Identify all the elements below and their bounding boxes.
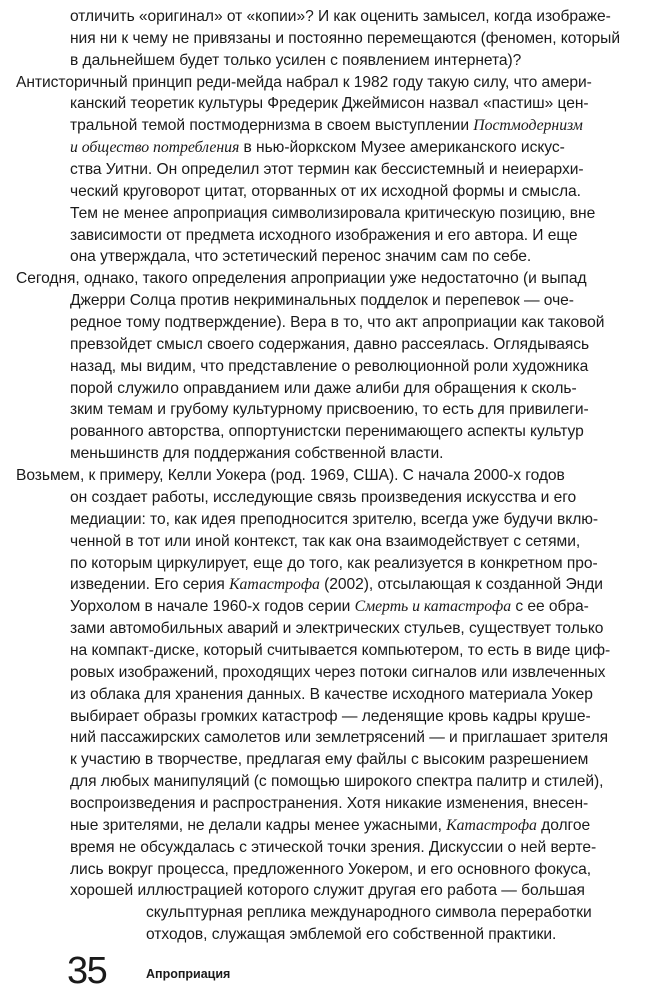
- text-line: на компакт-диске, который считывается компьютером, то есть в виде циф-: [70, 641, 611, 659]
- text-line: превзойдет смысл своего содержания, давно рассеялась. Оглядываясь: [70, 335, 590, 353]
- text-line: назад, мы видим, что представление о революционной роли художника: [70, 357, 589, 375]
- text-line: по которым циркулирует, еще до того, как реализуется в конкретном про-: [70, 554, 598, 572]
- text-fragment: , к примеру, Келли Уокера (род. 1969, США). С начала 2000-х годов: [79, 467, 565, 485]
- text-fragment: с ее обра-: [511, 598, 589, 616]
- paragraph-first-line: [16, 465, 565, 487]
- text-line: воспроизведения и распространения. Хотя никакие изменения, внесен-: [70, 794, 589, 812]
- text-fragment: изведении. Его серия: [70, 576, 230, 594]
- work-title: Катастрофа: [229, 576, 320, 594]
- running-title: Апроприация: [146, 967, 231, 981]
- text-line: рованного авторства, оппортунистски перенимающего аспекты культур: [70, 423, 584, 441]
- text-line: меньшинств для поддержания собственной власти.: [70, 445, 444, 463]
- text-line: к участию в творчестве, предлагая ему файлы с высоким разрешением: [70, 751, 589, 769]
- text-line: [70, 596, 589, 618]
- paragraph-lead-word: Возьмем: [16, 467, 80, 485]
- text-line: отходов, служащая эмблемой его собственной практики.: [146, 926, 557, 944]
- text-line: порой служило оправданием или даже алиби для обращения к сколь-: [70, 379, 577, 397]
- text-line: ния ни к чему не привязаны и постоянно перемещаются (феномен, который: [70, 29, 620, 47]
- text-fragment: , однако, такого определения апроприации уже недостаточно (и выпад: [75, 270, 587, 288]
- paragraph-lead-word: Антисторич: [16, 73, 100, 91]
- text-line: ний пассажирских самолетов или землетрясений — и приглашает зрителя: [70, 729, 609, 747]
- work-title: Постмодернизм: [473, 117, 583, 135]
- text-line: [70, 815, 590, 837]
- work-title: Катастрофа: [446, 816, 537, 834]
- work-title: и общество потребления: [70, 139, 240, 157]
- text-line: скульптурная реплика международного символа переработки: [146, 904, 592, 922]
- text-fragment: ный принцип реди-мейда набрал к 1982 году такую силу, что амери-: [99, 73, 592, 91]
- text-line: [70, 574, 603, 596]
- paragraph-first-line: [16, 72, 592, 94]
- text-line: отличить «оригинал» от «копии»? И как оценить замысел, когда изображе-: [70, 8, 611, 25]
- text-line: ченной в тот или иной контекст, так как она взаимодействует с сетями,: [70, 532, 581, 550]
- text-line: из облака для хранения данных. В качестве исходного материала Уокер: [70, 685, 593, 703]
- text-line: зависимости от предмета исходного изображения и его автора. И еще: [70, 226, 578, 244]
- text-line: ровых изображений, проходящих через потоки сигналов или извлеченных: [70, 663, 606, 681]
- text-line: в дальнейшем будет только усилен с появлением интернета)?: [70, 51, 522, 69]
- text-fragment: в нью-йоркском Музее американского искус-: [239, 139, 565, 157]
- text-line: он создает работы, исследующие связь произведения искусства и его: [70, 488, 577, 506]
- paragraph-first-line: [16, 268, 587, 290]
- text-line: зами автомобильных аварий и электрических стульев, существует только: [70, 620, 604, 638]
- text-line: ства Уитни. Он определил этот термин как бессистемный и неиерархи-: [70, 161, 584, 179]
- work-title: Смерть и катастрофа: [354, 598, 512, 616]
- text-fragment: (2002), отсылающая к созданной Энди: [319, 576, 603, 594]
- paragraph-lead-word: Сегодня: [16, 270, 76, 288]
- text-line: время не обсуждалась с этической точки зрения. Дискуссии о ней верте-: [70, 838, 597, 856]
- text-fragment: ные зрителями, не делали кадры менее ужасными,: [70, 816, 447, 834]
- text-fragment: долгое: [536, 816, 591, 834]
- text-line: она утверждала, что эстетический перенос значим сам по себе.: [70, 248, 532, 266]
- text-line: для любых манипуляций (с помощью широкого спектра палитр и стилей),: [70, 773, 604, 791]
- text-line: лись вокруг процесса, предложенного Уокером, и его основного фокуса,: [70, 860, 591, 878]
- text-line: зким темам и грубому культурному присвоению, то есть для привилеги-: [70, 401, 589, 419]
- text-line: канский теоретик культуры Фредерик Джеймисон назвал «пастиш» цен-: [70, 95, 589, 113]
- text-line: хорошей иллюстрацией которого служит другая его работа — большая: [70, 882, 585, 900]
- text-line: медиации: то, как идея преподносится зрителю, всегда уже будучи вклю-: [70, 510, 599, 528]
- text-line: Тем не менее апроприация символизировала критическую позицию, вне: [70, 204, 596, 222]
- text-line: Джерри Солца против некриминальных подделок и перепевок — оче-: [70, 292, 574, 310]
- text-fragment: Уорхолом в начале 1960-х годов серии: [70, 598, 355, 616]
- page-number: 35: [67, 950, 107, 992]
- text-line: ческий круговорот цитат, оторванных от их исходной формы и смысла.: [70, 182, 581, 200]
- text-line: [70, 137, 565, 159]
- text-fragment: тральной темой постмодернизма в своем выступлении: [70, 117, 474, 135]
- text-line: выбирает образы громких катастроф — леденящие кровь кадры круше-: [70, 707, 591, 725]
- text-line: [70, 115, 583, 137]
- text-line: редное тому подтверждение). Вера в то, что акт апроприации как таковой: [70, 314, 605, 332]
